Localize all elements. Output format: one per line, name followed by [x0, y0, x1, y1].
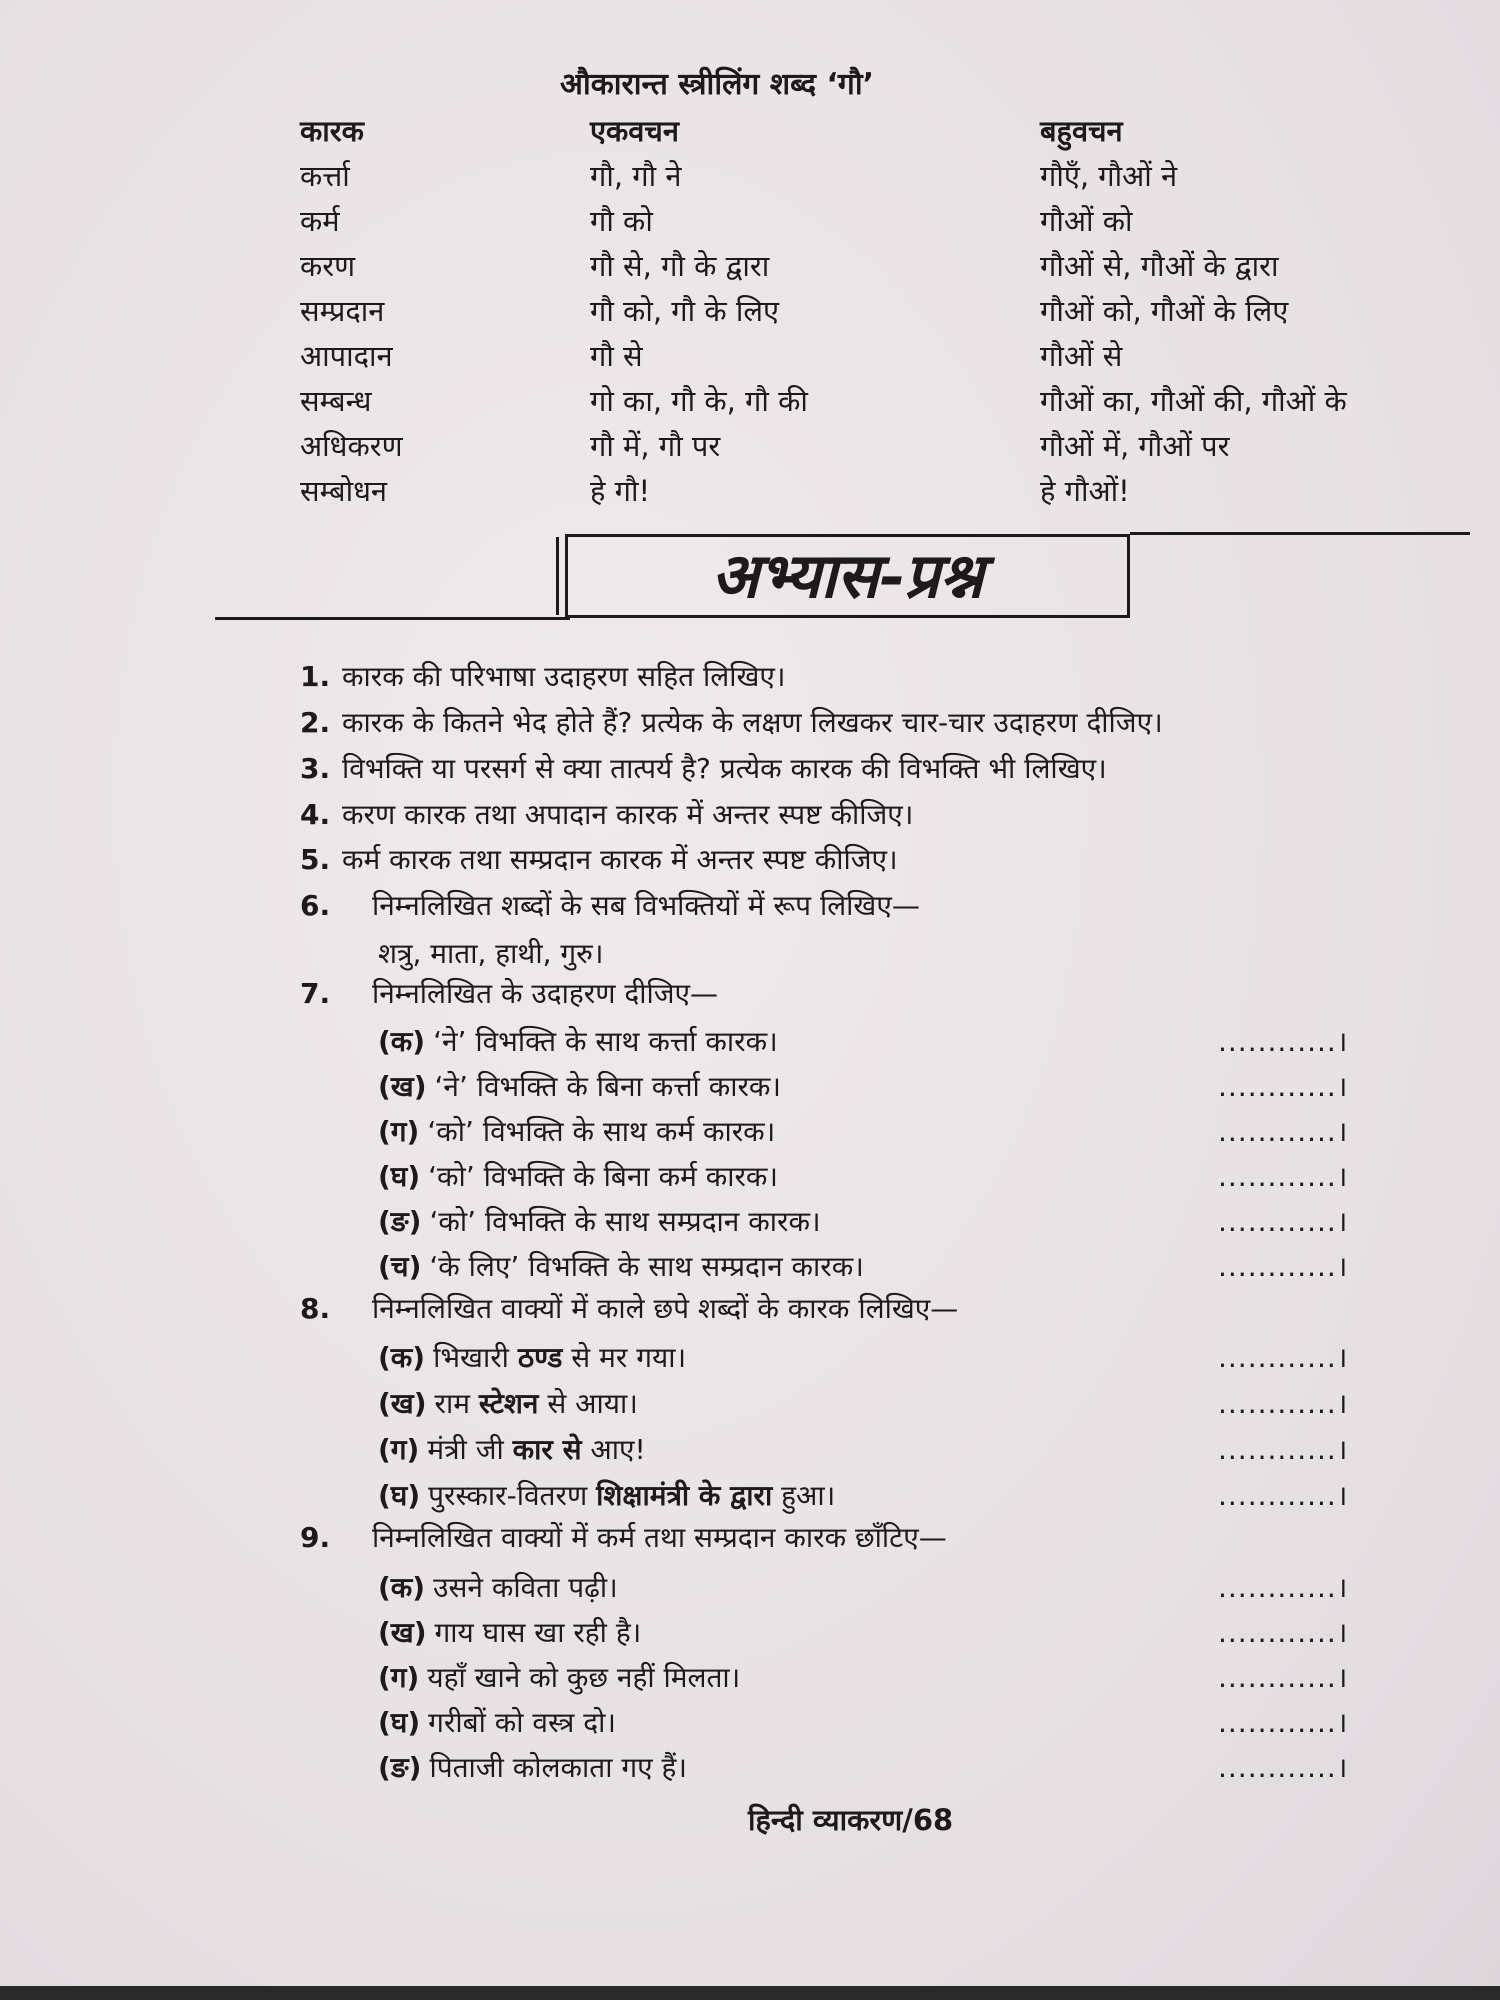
bold-word: कार से [512, 1433, 582, 1466]
question-5 [300, 843, 898, 876]
page-footer: हिन्दी व्याकरण/68 [748, 1803, 954, 1837]
item-text: मंत्री जी [427, 1433, 513, 1466]
bold-word: स्टेशन [478, 1387, 539, 1420]
item-marker: (ख) [378, 1616, 427, 1649]
singular-cell: गौ, गौ ने [590, 159, 682, 193]
answer-blank: ............। [1218, 1571, 1349, 1604]
singular-cell: गो का, गौ के, गौ की [590, 384, 808, 418]
question-number: 1. [300, 660, 331, 693]
question-text: निम्नलिखित वाक्यों में काले छपे शब्दों के कारक लिखिए— [372, 1292, 959, 1325]
item-text: राम [434, 1387, 479, 1420]
item-marker: (घ) [378, 1160, 421, 1193]
answer-blank: ............। [1218, 1070, 1349, 1103]
answer-blank: ............। [1218, 1160, 1349, 1193]
declension-table [300, 108, 1480, 513]
singular-cell: गौ में, गौ पर [590, 429, 721, 463]
item-marker: (ङ) [378, 1205, 422, 1238]
item-text: पुरस्कार-वितरण [428, 1479, 597, 1512]
item-text: गाय घास खा रही है। [434, 1616, 642, 1649]
list-item [378, 1338, 686, 1376]
question-text: निम्नलिखित वाक्यों में कर्म तथा सम्प्रदान कारक छाँटिए— [372, 1521, 947, 1554]
question-number: 7. [300, 977, 331, 1010]
answer-blank: ............। [1218, 1479, 1349, 1512]
karak-cell: कर्त्ता [300, 159, 350, 193]
header-plural: बहुवचन [1040, 114, 1123, 148]
item-text: उसने कविता पढ़ी। [433, 1571, 618, 1604]
heading-rule-left [215, 617, 570, 620]
item-marker: (च) [378, 1250, 422, 1283]
list-item [378, 1568, 618, 1606]
singular-cell: गौ को [590, 204, 653, 238]
singular-cell: गौ से [590, 339, 643, 373]
singular-cell: हे गौ! [590, 474, 651, 508]
plural-cell: हे गौओं! [1040, 474, 1130, 508]
question-text: कर्म कारक तथा सम्प्रदान कारक में अन्तर स्पष्ट कीजिए। [342, 843, 898, 876]
answer-blank: ............। [1218, 1751, 1349, 1784]
karak-cell: अधिकरण [300, 429, 403, 463]
question-text: निम्नलिखित शब्दों के सब विभक्तियों में रूप लिखिए— [372, 889, 920, 922]
question-6 [300, 889, 920, 922]
exercise-heading: अभ्यास-प्रश्न [711, 539, 984, 612]
heading-rule-right [1130, 532, 1470, 535]
answer-blank: ............। [1218, 1433, 1349, 1466]
item-marker: (ग) [378, 1661, 420, 1694]
bold-word: शिक्षामंत्री के द्वारा [596, 1479, 773, 1512]
item-marker: (ख) [378, 1070, 427, 1103]
item-text: ‘ने’ विभक्ति के साथ कर्त्ता कारक। [433, 1025, 778, 1058]
question-number: 8. [300, 1292, 331, 1325]
question-text: विभक्ति या परसर्ग से क्या तात्पर्य है? प्रत्येक कारक की विभक्ति भी लिखिए। [342, 752, 1107, 785]
list-item [378, 1384, 638, 1422]
singular-cell: गौ से, गौ के द्वारा [590, 249, 770, 283]
item-marker: (घ) [378, 1706, 421, 1739]
list-item [378, 1157, 778, 1195]
question-number: 5. [300, 843, 331, 876]
question-3 [300, 752, 1107, 785]
item-text: यहाँ खाने को कुछ नहीं मिलता। [427, 1661, 741, 1694]
table-row [300, 423, 1480, 468]
item-marker: (ङ) [378, 1751, 422, 1784]
question-number: 4. [300, 798, 331, 831]
item-text: ‘को’ विभक्ति के बिना कर्म कारक। [428, 1160, 779, 1193]
question-2 [300, 706, 1163, 739]
list-item [378, 1476, 835, 1514]
list-item [378, 1247, 864, 1285]
answer-blank: ............। [1218, 1115, 1349, 1148]
question-text: निम्नलिखित के उदाहरण दीजिए— [372, 977, 718, 1010]
table-row [300, 153, 1480, 198]
plural-cell: गौओं में, गौओं पर [1040, 429, 1230, 463]
item-marker: (ग) [378, 1433, 420, 1466]
plural-cell: गौओं से [1040, 339, 1123, 373]
item-text: से आया। [538, 1387, 638, 1420]
list-item [378, 1067, 781, 1105]
karak-cell: सम्बोधन [300, 474, 388, 508]
plural-cell: गौओं को [1040, 204, 1133, 238]
question-number: 2. [300, 706, 331, 739]
header-karak: कारक [300, 114, 364, 148]
question-text: कारक की परिभाषा उदाहरण सहित लिखिए। [342, 660, 786, 693]
karak-cell: सम्प्रदान [300, 294, 385, 328]
item-marker: (घ) [378, 1479, 421, 1512]
list-item [378, 1112, 775, 1150]
karak-cell: आपादान [300, 339, 393, 373]
table-header-row [300, 108, 1480, 153]
item-text: ‘को’ विभक्ति के साथ कर्म कारक। [427, 1115, 776, 1148]
answer-blank: ............। [1218, 1706, 1349, 1739]
singular-cell: गौ को, गौ के लिए [590, 294, 780, 328]
item-marker: (ग) [378, 1115, 420, 1148]
question-4 [300, 798, 914, 831]
list-item [378, 1703, 616, 1741]
answer-blank: ............। [1218, 1205, 1349, 1238]
bold-word: ठण्ड [517, 1341, 563, 1374]
question-number: 3. [300, 752, 331, 785]
question-text: करण कारक तथा अपादान कारक में अन्तर स्पष्ट कीजिए। [342, 798, 914, 831]
item-marker: (क) [378, 1025, 426, 1058]
karak-cell: करण [300, 249, 356, 283]
table-row [300, 333, 1480, 378]
list-item [378, 1202, 821, 1240]
table-row [300, 243, 1480, 288]
plural-cell: गौओं को, गौओं के लिए [1040, 294, 1289, 328]
answer-blank: ............। [1218, 1025, 1349, 1058]
list-item [378, 1022, 778, 1060]
item-marker: (क) [378, 1571, 426, 1604]
question-7 [300, 977, 718, 1010]
karak-cell: सम्बन्ध [300, 384, 372, 418]
item-text: से मर गया। [562, 1341, 687, 1374]
answer-blank: ............। [1218, 1387, 1349, 1420]
list-item [378, 1748, 687, 1786]
question-1 [300, 660, 786, 693]
list-item [378, 1658, 740, 1696]
item-text: भिखारी [433, 1341, 518, 1374]
header-singular: एकवचन [590, 114, 679, 148]
table-row [300, 468, 1480, 513]
item-text: ‘के लिए’ विभक्ति के साथ सम्प्रदान कारक। [429, 1250, 864, 1283]
answer-blank: ............। [1218, 1661, 1349, 1694]
question-6-words: शत्रु, माता, हाथी, गुरु। [378, 937, 604, 970]
question-9 [300, 1521, 947, 1554]
answer-blank: ............। [1218, 1616, 1349, 1649]
plural-cell: गौएँ, गौओं ने [1040, 159, 1178, 193]
item-marker: (ख) [378, 1387, 427, 1420]
item-text: गरीबों को वस्त्र दो। [428, 1706, 616, 1739]
item-text: ‘को’ विभक्ति के साथ सम्प्रदान कारक। [429, 1205, 821, 1238]
question-8 [300, 1292, 959, 1325]
karak-cell: कर्म [300, 204, 340, 238]
question-number: 9. [300, 1521, 331, 1554]
list-item [378, 1613, 641, 1651]
item-text: पिताजी कोलकाता गए हैं। [429, 1751, 687, 1784]
question-text: कारक के कितने भेद होते हैं? प्रत्येक के लक्षण लिखकर चार-चार उदाहरण दीजिए। [342, 706, 1163, 739]
table-row [300, 378, 1480, 423]
table-row [300, 288, 1480, 333]
item-marker: (क) [378, 1341, 426, 1374]
exercise-heading-box [565, 534, 1130, 618]
item-text: हुआ। [772, 1479, 836, 1512]
table-row [300, 198, 1480, 243]
item-text: ‘ने’ विभक्ति के बिना कर्त्ता कारक। [434, 1070, 782, 1103]
list-item [378, 1430, 646, 1468]
plural-cell: गौओं से, गौओं के द्वारा [1040, 249, 1279, 283]
answer-blank: ............। [1218, 1250, 1349, 1283]
answer-blank: ............। [1218, 1341, 1349, 1374]
item-text: आए! [581, 1433, 646, 1466]
question-number: 6. [300, 889, 331, 922]
declension-title: औकारान्त स्त्रीलिंग शब्द ‘गौ’ [560, 67, 874, 102]
plural-cell: गौओं का, गौओं की, गौओं के [1040, 384, 1347, 418]
